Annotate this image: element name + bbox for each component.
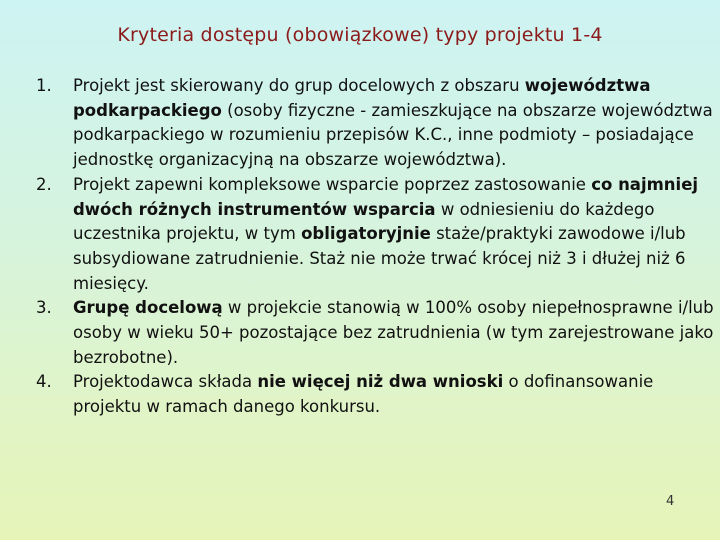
emphasis: Grupę docelową (73, 298, 223, 318)
list-item (36, 173, 716, 297)
slide-title: Kryteria dostępu (obowiązkowe) typy projektu 1-4 (117, 24, 603, 46)
item-number: 1. (36, 76, 52, 95)
item-number: 2. (36, 174, 52, 194)
item-text: Grupę docelową w projekcie stanowią w 100% osoby niepełnosprawne i/lub osoby w wieku 50+ pozostające bez zatrudnienia (w tym zarejestrowane jako bezrobotne). (73, 298, 714, 367)
criteria-list (36, 74, 716, 420)
emphasis: nie więcej niż dwa wnioski (257, 372, 504, 392)
emphasis: województwa podkarpackiego (73, 76, 651, 120)
item-number: 3. (36, 298, 52, 318)
item-text: Projekt jest skierowany do grup docelowych z obszaru województwa podkarpackiego (osoby fizyczne - zamieszkujące na obszarze województwa podkarpackiego w rozumieniu przepisów K.C., inne podmioty – posiadające jednostkę organizacyjną na obszarze województwa). (73, 76, 713, 170)
item-text: Projekt zapewni kompleksowe wsparcie poprzez zastosowanie co najmniej dwóch różnych instrumentów wsparcia w odniesieniu do każdego uczestnika projektu, w tym obligatoryjnie staże/praktyki zawodowe i/lub subsydiowane zatrudnienie. Staż nie może trwać krócej niż 3 i dłużej niż 6 miesięcy. (73, 174, 699, 293)
list-item (36, 74, 716, 173)
list-item (36, 296, 716, 370)
item-number: 4. (36, 372, 52, 392)
list-item (36, 370, 716, 419)
page-number: 4 (666, 494, 675, 509)
item-text: Projektodawca składa nie więcej niż dwa wnioski o dofinansowanie projektu w ramach danego konkursu. (73, 372, 654, 417)
emphasis: obligatoryjnie (301, 224, 431, 244)
emphasis: co najmniej dwóch różnych instrumentów wsparcia (73, 174, 699, 219)
